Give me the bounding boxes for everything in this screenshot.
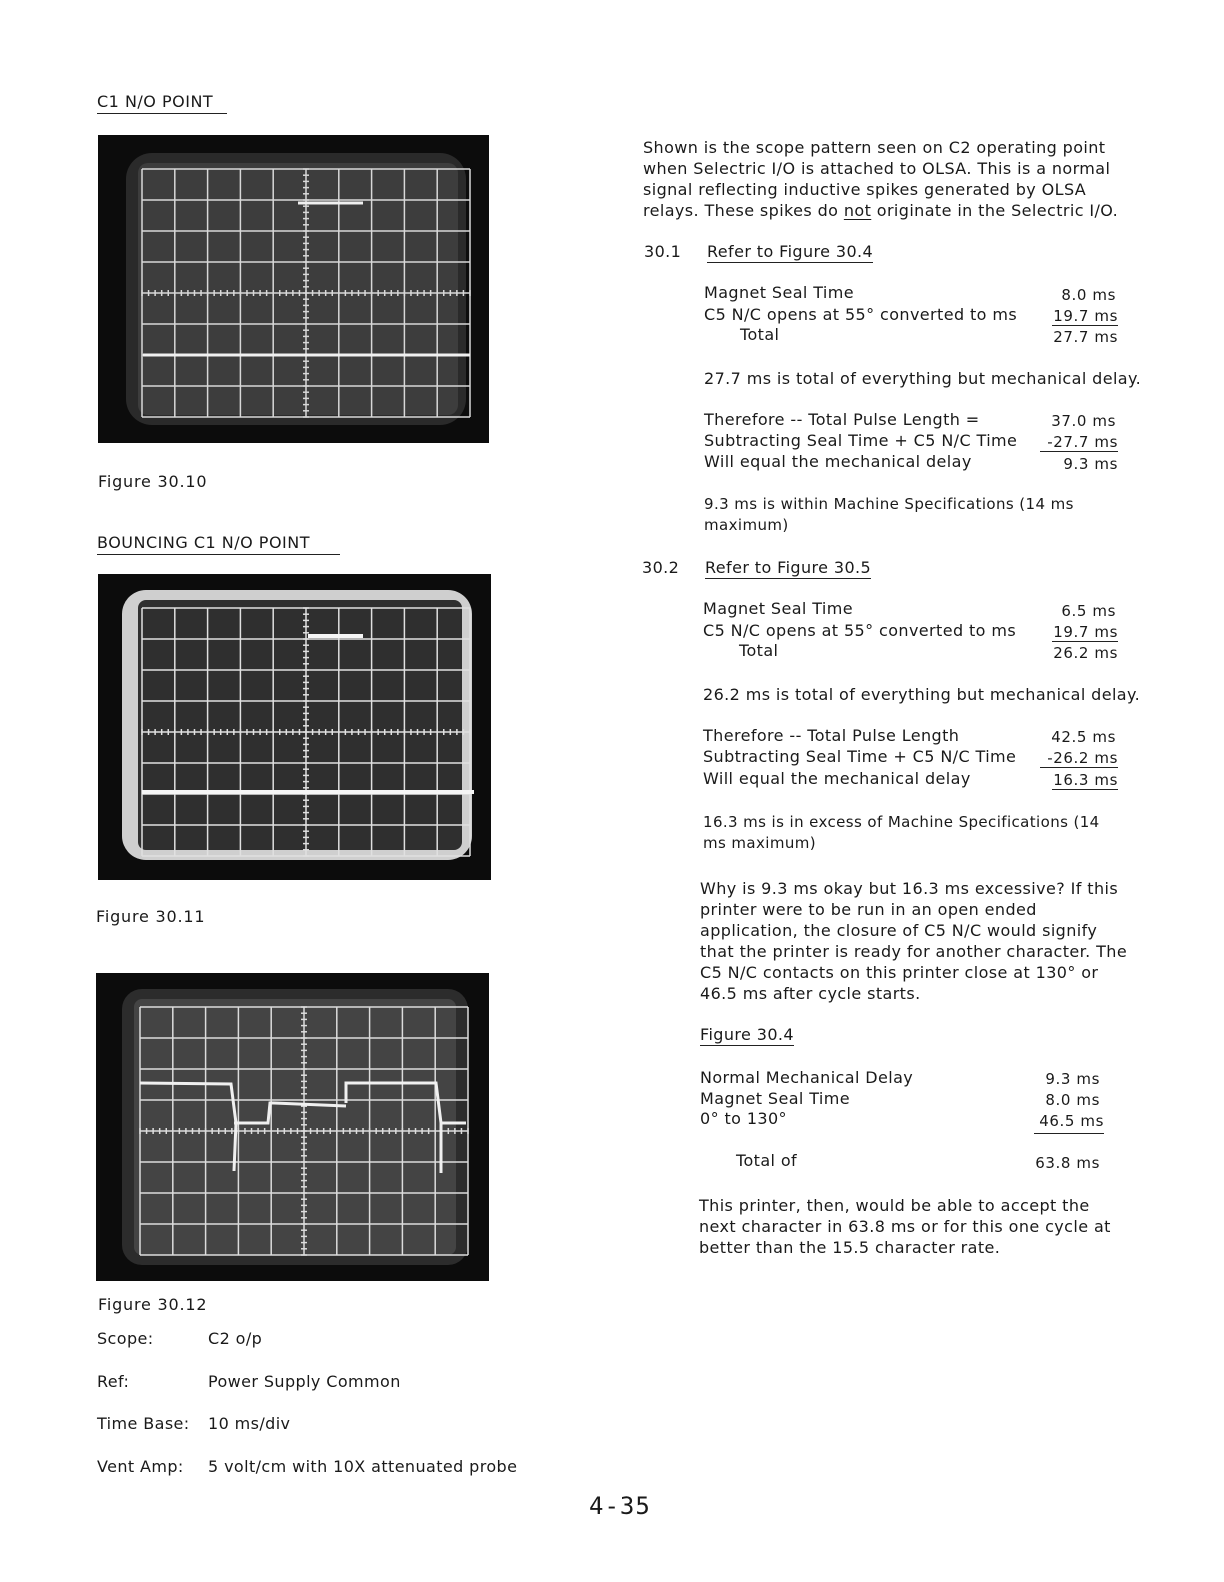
calc-label: C5 N/C opens at 55° converted to ms: [704, 305, 1018, 324]
calc-note: 27.7 ms is total of everything but mechanical delay.: [704, 369, 1142, 388]
calc-label: Will equal the mechanical delay: [704, 452, 972, 471]
section-number-30-1: 30.1: [644, 242, 682, 261]
spec-note: 16.3 ms is in excess of Machine Specifications (14 ms maximum): [703, 813, 1100, 852]
calc-value: 9.3 ms: [1063, 455, 1118, 473]
heading-bouncing-c1-no-point: BOUNCING C1 N/O POINT: [97, 533, 340, 555]
calc-label: Magnet Seal Time: [704, 283, 855, 302]
calc-label: Magnet Seal Time: [703, 599, 854, 618]
setting-label: Ref:: [97, 1372, 130, 1391]
total-row-value: 9.3 ms: [1045, 1070, 1100, 1088]
calc-value: -26.2 ms: [1040, 749, 1118, 768]
page-number: 4-35: [589, 1492, 651, 1520]
calc-value: -27.7 ms: [1040, 433, 1118, 452]
calc-value: 27.7 ms: [1053, 328, 1118, 346]
setting-label: Scope:: [97, 1329, 154, 1348]
setting-label: Vent Amp:: [97, 1457, 184, 1476]
calc-value: 6.5 ms: [1061, 602, 1116, 620]
total-row-label: Normal Mechanical Delay: [700, 1068, 914, 1087]
setting-label: Time Base:: [97, 1414, 190, 1433]
total-row-label: 0° to 130°: [700, 1109, 787, 1128]
section-ref-30-1: Refer to Figure 30.4: [707, 242, 874, 261]
figure-30-11-caption: Figure 30.11: [96, 907, 206, 926]
calc-label: Total: [739, 641, 779, 660]
calc-value: 42.5 ms: [1051, 728, 1116, 746]
total-row-value: 8.0 ms: [1045, 1091, 1100, 1109]
figure-30-4-heading: Figure 30.4: [700, 1025, 794, 1044]
calc-value: 16.3 ms: [1053, 771, 1118, 789]
scope-photo-fig-30-12: [96, 973, 489, 1281]
setting-value: C2 o/p: [208, 1329, 263, 1348]
calc-value: 19.7 ms: [1053, 623, 1118, 641]
heading-c1-no-point: C1 N/O POINT: [97, 92, 227, 114]
why-paragraph: Why is 9.3 ms okay but 16.3 ms excessive? If this printer were to be run in an open ended application, the closure of C5 N/C would signify that the printer is ready for another character. The C5 N/C contacts on this printer close at 130° or 46.5 ms after cycle starts.: [700, 879, 1128, 1003]
scope-trace-fig-30-11: [98, 574, 491, 880]
calc-label: Total: [740, 325, 780, 344]
setting-value: Power Supply Common: [208, 1372, 401, 1391]
figure-30-12-caption: Figure 30.12: [98, 1295, 208, 1314]
grand-total-label: Total of: [736, 1151, 798, 1170]
intro-paragraph: Shown is the scope pattern seen on C2 operating point when Selectric I/O is attached to OLSA. This is a normal signal reflecting inductive spikes generated by OLSA relays. These spikes do not originate in the Selectric I/O.: [643, 138, 1119, 220]
calc-label: Subtracting Seal Time + C5 N/C Time: [704, 431, 1018, 450]
grand-total-value: 63.8 ms: [1035, 1154, 1100, 1172]
scope-photo-fig-30-11: [98, 574, 491, 880]
total-row-label: Magnet Seal Time: [700, 1089, 851, 1108]
calc-value: 19.7 ms: [1053, 307, 1118, 325]
setting-value: 10 ms/div: [208, 1414, 291, 1433]
emphasis-not: not: [843, 201, 872, 220]
calc-value: 37.0 ms: [1051, 412, 1116, 430]
calc-label: Subtracting Seal Time + C5 N/C Time: [703, 747, 1017, 766]
calc-label: C5 N/C opens at 55° converted to ms: [703, 621, 1017, 640]
closing-paragraph: This printer, then, would be able to accept the next character in 63.8 ms or for this one cycle at better than the 15.5 character rate.: [699, 1196, 1111, 1257]
scope-trace-fig-30-10: [98, 135, 489, 443]
section-ref-30-2: Refer to Figure 30.5: [705, 558, 872, 577]
calc-note: 26.2 ms is total of everything but mechanical delay.: [703, 685, 1141, 704]
calc-label: Will equal the mechanical delay: [703, 769, 971, 788]
setting-value: 5 volt/cm with 10X attenuated probe: [208, 1457, 518, 1476]
scope-photo-fig-30-10: [98, 135, 489, 443]
total-row-value: 46.5 ms: [1034, 1112, 1104, 1134]
scope-trace-fig-30-12: [96, 973, 489, 1281]
calc-label: Therefore -- Total Pulse Length =: [704, 410, 980, 429]
section-number-30-2: 30.2: [642, 558, 680, 577]
figure-30-10-caption: Figure 30.10: [98, 472, 208, 491]
calc-value: 26.2 ms: [1053, 644, 1118, 662]
calc-label: Therefore -- Total Pulse Length: [703, 726, 960, 745]
spec-note: 9.3 ms is within Machine Specifications (14 ms maximum): [704, 495, 1074, 534]
calc-value: 8.0 ms: [1061, 286, 1116, 304]
